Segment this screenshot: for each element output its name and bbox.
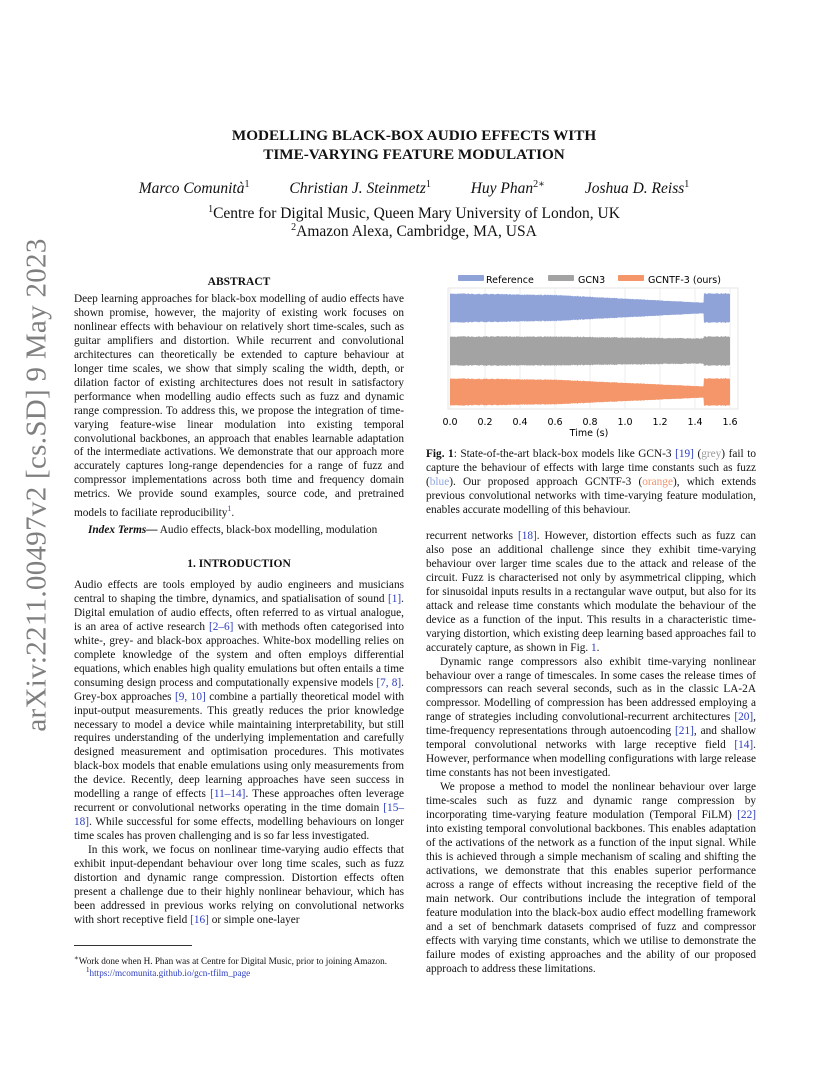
citation[interactable]: [15–18]	[74, 802, 404, 829]
citation[interactable]: [20]	[734, 711, 754, 724]
author-list	[0, 179, 828, 198]
waveform-figure	[426, 268, 756, 446]
section-heading: 1. INTRODUCTION	[187, 558, 291, 570]
affiliation-2: $^2$Amazon Alexa, Cambridge, MA, USA	[291, 222, 537, 241]
x-tick-label: 0.4	[512, 417, 528, 428]
footnote-ref[interactable]: 1	[227, 504, 232, 514]
waveform-gcntf3	[450, 378, 730, 406]
citation[interactable]: [18]	[517, 530, 537, 542]
abstract-heading: ABSTRACT	[207, 276, 271, 288]
x-axis-label: Time (s)	[569, 428, 609, 439]
waveform-reference	[450, 293, 730, 323]
figure-ref[interactable]: 1	[591, 641, 597, 654]
x-tick-label: 0.0	[442, 417, 458, 428]
citation[interactable]: [22]	[737, 809, 756, 822]
legend-swatch-gcntf	[618, 275, 644, 281]
citation[interactable]: [19]	[675, 448, 694, 460]
x-tick-label: 0.8	[582, 417, 598, 428]
citation[interactable]: [9, 10]	[175, 690, 206, 703]
citation[interactable]: [21]	[675, 725, 694, 738]
legend-label-reference: Reference	[486, 275, 534, 286]
author: Joshua D. Reiss$^1$	[584, 179, 690, 198]
paragraph: recurrent networks [18]. However, distortion effects such as fuzz can also pose an additional challenge since they exhibit time-varying behaviour over larger time scales due to the attack and release of the circuit. Fuzz is characterised not only by asymmetrical clipping, which for sinusoidal inputs results in a rectangular wave output, but also for its attack and release time constants which modulate the behaviour of the device as a function of the input. This results in a characteristic time-varying distortion, which existing deep learning based approaches fail to accurately capture, as shown in Fig. 1.	[426, 530, 756, 654]
x-tick-label: 1.6	[722, 417, 738, 428]
citation[interactable]: [14]	[734, 739, 754, 752]
paper-title	[0, 126, 828, 164]
intro-body	[74, 579, 404, 928]
legend-label-gcntf: GCNTF-3 (ours)	[648, 275, 721, 286]
arxiv-identifier: arXiv:2211.00497v2 [cs.SD] 9 May 2023	[20, 238, 53, 732]
author: Marco Comunità$^1$	[138, 179, 250, 198]
x-tick-label: 1.4	[687, 417, 703, 428]
figure-1	[426, 268, 756, 446]
x-tick-label: 1.0	[617, 417, 633, 428]
title-line-1: MODELLING BLACK-BOX AUDIO EFFECTS WITH	[231, 127, 597, 144]
author: Christian J. Steinmetz$^1$	[289, 179, 431, 198]
paragraph: In this work, we focus on nonlinear time-varying audio effects that exhibit input-dependant behaviour over long time scales, such as fuzz distortion and dynamic range compression. Distortion effects often present a challenge due to their highly nonlinear behaviour, which has been addressed in previous works relying on convolutional networks with short receptive field [16] or simple one-layer	[74, 844, 404, 926]
index-terms-label: Index Terms—	[88, 524, 158, 536]
citation[interactable]: [7, 8]	[376, 676, 402, 689]
x-tick-label: 1.2	[652, 417, 668, 428]
x-tick-label: 0.6	[547, 417, 563, 428]
footnote-2: $^1$https://mcomunita.github.io/gcn-tfilm_page	[86, 966, 251, 979]
citation[interactable]: [1]	[387, 592, 402, 605]
citation[interactable]: [16]	[190, 913, 209, 926]
footnote-1: ∗Work done when H. Phan was at Centre for Digital Music, prior to joining Amazon.	[74, 954, 388, 967]
footnote-divider	[74, 945, 192, 946]
legend-swatch-reference	[458, 275, 484, 281]
affiliation-1: $^1$Centre for Digital Music, Queen Mary University of London, UK	[208, 204, 620, 223]
footnote-link[interactable]: https://mcomunita.github.io/gcn-tfilm_page	[89, 968, 251, 979]
arxiv-sidebar	[14, 238, 60, 732]
paragraph: Dynamic range compressors also exhibit time-varying nonlinear behaviour over a range of timescales. In some cases the release times of compressors can reach several seconds, such as in the classic LA-2A compressor. Modelling of compression has been addressed employing a range of strategies including convolutional-recurrent architectures [20], time-frequency representations through autoencoding [21], and shallow temporal convolutional networks with large receptive field [14]. However, performance when modelling configurations with large release time constants has not been investigated.	[426, 655, 756, 780]
title-line-2: TIME-VARYING FEATURE MODULATION	[263, 146, 565, 163]
right-column-body	[426, 530, 756, 977]
citation[interactable]: [11–14]	[210, 788, 246, 801]
paragraph: We propose a method to model the nonlinear behaviour over large time-scales such as fuzz and dynamic range compression by incorporating time-varying feature modulation (Temporal FiLM) [22] into existing temporal convolutional backbones. This enables adaptation of the activations of the network as a function of the input signal. While this is achieved through a simple mechanism of scaling and shifting the activations, we demonstrate that this enables superior performance across a range of effects without increasing the receptive field of the main network. Our contributions include the integration of temporal feature modulation into the black-box audio effect modelling framework and a set of benchmark datasets comprised of fuzz and compressor effects with varying time constants, which we utilise to demonstrate the failure modes of existing approaches and the ability of our proposed approach to address these limitations.	[426, 781, 756, 975]
figure-caption: Fig. 1: State-of-the-art black-box models like GCN-3 [19] (grey) fail to capture the behaviour of effects with large time constants such as fuzz (blue). Our proposed approach GCNTF-3 (orange), which extends previous convolutional networks with time-varying feature modulation, enables accurate modelling of this behaviour.	[426, 448, 756, 516]
caption-label: Fig. 1	[426, 448, 454, 460]
x-tick-label: 0.2	[477, 417, 493, 428]
index-terms-text: Audio effects, black-box modelling, modulation	[157, 524, 378, 536]
figure-legend	[458, 275, 721, 286]
author: Huy Phan$^{2∗}$	[470, 179, 545, 198]
paragraph: Audio effects are tools employed by audio engineers and musicians central to shaping the timbre, dynamics, and spatialisation of sound [1]. Digital emulation of audio effects, often referred to as virtual analogue, is an area of active research [2–6] with methods often categorised into white-, grey- and black-box approaches. White-box modelling relies on complete knowledge of the system and often employs differential equations, which enables high quality emulations but often entails a time consuming design process and computationally expensive models [7, 8]. Grey-box approaches [9, 10] combine a partially theoretical model with input-output measurements. This greatly reduces the prior knowledge necessary to model a device while maintaining interpretability, but still requires understanding of the underlying implementation and carefully designed measurement and optimisation procedures. This motivates black-box models that enable emulations using only measurements from the device. Recently, deep learning approaches have seen success in modelling a range of effects [11–14]. These approaches often leverage recurrent or convolutional networks operating in the time domain [15–18]. While successful for some effects, modelling behaviours on longer time scales has proven challenging and is so far less investigated.	[74, 579, 405, 843]
abstract-body: Deep learning approaches for black-box modelling of audio effects have shown promise, however, the majority of existing work focuses on nonlinear effects with behaviour on relatively short time-scales, such as guitar amplifiers and distortion. While recurrent and convolutional architectures can theoretically be extended to capture behaviour at longer time scales, we show that simply scaling the width, depth, or dilation factor of existing architectures does not result in satisfactory performance when modelling audio effects such as fuzz and dynamic range compression. To address this, we propose the integration of time-varying feature-wise linear modulation into existing temporal convolutional backbones, an approach that enables learnable adaptation of the intermediate activations. We demonstrate that our approach more accurately captures long-range dependencies for a range of fuzz and compressor implementations across both time and frequency domain metrics. We provide sound examples, source code, and pretrained models to faciliate reproducibility$^1$.	[74, 293, 404, 520]
abstract-text: Deep learning approaches for black-box modelling of audio effects have shown promise, however, the majority of existing work focuses on nonlinear effects with behaviour on relatively short time-scales, such as guitar amplifiers and distortion. While recurrent and convolutional architectures can theoretically be extended to capture behaviour at longer time scales, we show that simply scaling the width, depth, or dilation factor of existing architectures does not result in satisfactory performance when modelling audio effects such as fuzz and dynamic range compression. To address this, we propose the integration of time-varying feature-wise linear modulation into existing temporal convolutional backbones, an approach that enables learnable adaptation of the intermediate activations. We demonstrate that our approach more accurately captures long-range dependencies for a range of fuzz and compressor implementations across both time and frequency domain metrics. We provide sound examples, source code, and pretrained models to faciliate reproducibility	[74, 293, 404, 520]
waveform-gcn3	[450, 336, 730, 366]
citation[interactable]: [2–6]	[208, 620, 234, 633]
legend-swatch-gcn3	[548, 275, 574, 281]
index-terms	[74, 523, 404, 537]
legend-label-gcn3: GCN3	[578, 275, 606, 286]
x-axis-ticks	[442, 417, 737, 428]
